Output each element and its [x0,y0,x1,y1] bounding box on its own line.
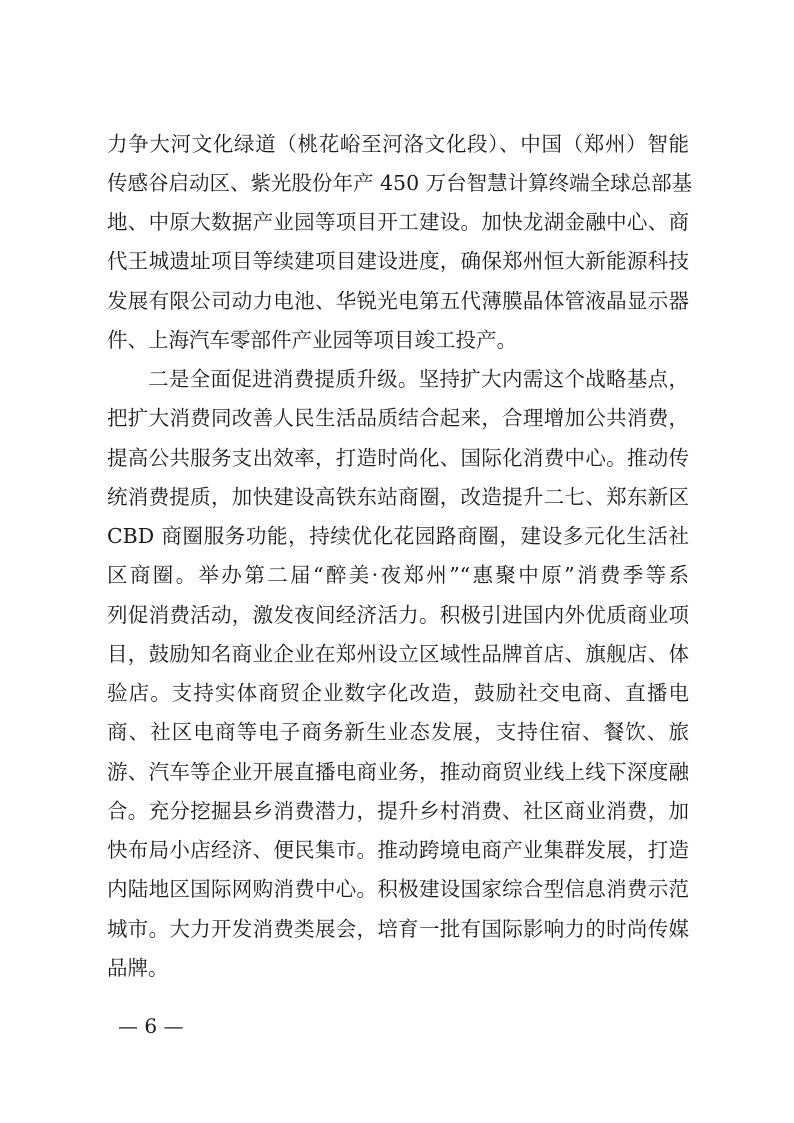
page-number: — 6 — [118,1014,184,1038]
text-line: 城市。大力开发消费类展会，培育一批有国际影响力的时尚传媒 [107,917,689,941]
text-line: 区商圈。举办第二届“醉美·夜郑州”“惠聚中原”消费季等系 [107,563,689,587]
text-line: 传感谷启动区、紫光股份年产 450 万台智慧计算终端全球总部基 [107,171,693,195]
text-line: 商、社区电商等电子商务新生业态发展，支持住宿、餐饮、旅 [107,720,689,744]
text-line: 提高公共服务支出效率，打造时尚化、国际化消费中心。推动传 [107,446,689,470]
text-line: 二是全面促进消费提质升级。坚持扩大内需这个战略基点， [148,367,689,391]
text-line: 快布局小店经济、便民集市。推动跨境电商产业集群发展，打造 [107,838,689,862]
text-line: 统消费提质，加快建设高铁东站商圈，改造提升二七、郑东新区 [107,485,689,509]
text-line: 发展有限公司动力电池、华锐光电第五代薄膜晶体管液晶显示器 [107,289,689,313]
text-line: 列促消费活动，激发夜间经济活力。积极引进国内外优质商业项 [107,603,689,627]
text-line: 目，鼓励知名商业企业在郑州设立区域性品牌首店、旗舰店、体 [107,642,689,666]
text-line: 品牌。 [107,956,169,980]
text-line: 合。充分挖掘县乡消费潜力，提升乡村消费、社区商业消费，加 [107,799,689,823]
text-line: 验店。支持实体商贸企业数字化改造，鼓励社交电商、直播电 [107,681,689,705]
text-line: 地、中原大数据产业园等项目开工建设。加快龙湖金融中心、商 [107,210,689,234]
text-line: 游、汽车等企业开展直播电商业务，推动商贸业线上线下深度融 [107,760,689,784]
text-line: 内陆地区国际网购消费中心。积极建设国家综合型信息消费示范 [107,877,689,901]
text-line: 把扩大消费同改善人民生活品质结合起来，合理增加公共消费， [107,406,689,430]
text-line: 力争大河文化绿道（桃花峪至河洛文化段）、中国（郑州）智能 [107,132,689,156]
text-line: CBD 商圈服务功能，持续优化花园路商圈，建设多元化生活社 [107,524,689,548]
text-line: 件、上海汽车零部件产业园等项目竣工投产。 [107,328,517,352]
text-line: 代王城遗址项目等续建项目建设进度，确保郑州恒大新能源科技 [107,249,689,273]
